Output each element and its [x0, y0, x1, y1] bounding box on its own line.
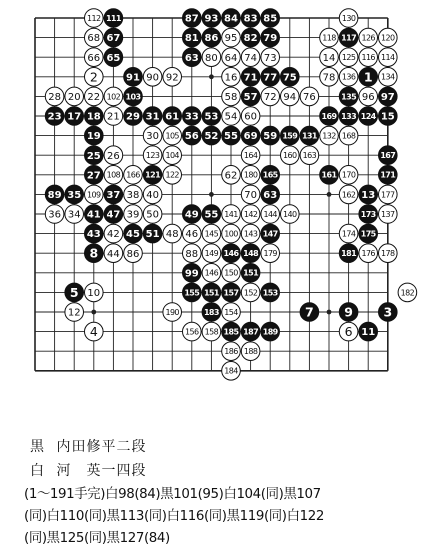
move-number: 185: [223, 327, 239, 337]
move-number: 71: [243, 72, 258, 84]
move-number: 150: [224, 268, 238, 278]
move-number: 20: [67, 92, 81, 103]
move-number: 188: [243, 347, 258, 357]
move-number: 165: [262, 170, 278, 180]
move-number: 46: [185, 229, 199, 241]
move-number: 114: [381, 53, 395, 63]
move-number: 85: [263, 13, 278, 25]
move-number: 144: [263, 209, 277, 219]
move-number: 118: [322, 33, 336, 43]
move-number: 154: [224, 307, 238, 317]
move-number: 160: [283, 151, 297, 161]
move-number: 175: [360, 229, 376, 239]
move-number: 112: [87, 13, 101, 23]
move-number: 133: [341, 111, 357, 121]
move-number: 81: [184, 33, 199, 45]
move-number: 40: [146, 190, 159, 201]
move-number: 69: [243, 131, 258, 143]
move-number: 95: [224, 33, 238, 45]
move-number: 28: [48, 92, 61, 103]
move-number: 53: [204, 111, 219, 123]
move-number: 140: [283, 209, 297, 219]
move-number: 14: [322, 52, 336, 64]
notes-line-3: (同)黒125(同)黒127(84): [24, 531, 170, 546]
move-number: 31: [145, 111, 160, 123]
move-number: 148: [243, 249, 259, 259]
move-number: 108: [106, 170, 121, 180]
game-notes: [24, 484, 428, 550]
move-number: 60: [244, 111, 257, 123]
move-number: 89: [47, 190, 62, 201]
move-number: 99: [184, 268, 199, 280]
move-number: 10: [87, 288, 101, 299]
move-number: 104: [165, 151, 179, 161]
move-number: 131: [301, 131, 317, 141]
move-number: 22: [87, 92, 101, 103]
move-number: 65: [106, 52, 121, 64]
move-number: 184: [224, 366, 238, 376]
move-number: 120: [381, 33, 395, 43]
black-label: 黒: [30, 439, 44, 455]
star-point: [209, 74, 214, 79]
move-number: 149: [204, 249, 219, 259]
star-point: [327, 192, 332, 197]
move-number: 125: [341, 53, 356, 63]
move-number: 143: [243, 229, 258, 239]
move-number: 94: [283, 92, 297, 103]
move-number: 21: [107, 111, 120, 123]
move-number: 134: [381, 72, 395, 82]
move-number: 55: [204, 209, 219, 221]
legend-white: [30, 460, 146, 480]
move-number: 137: [381, 209, 395, 219]
white-player-name: 河 英一四段: [56, 463, 147, 479]
move-number: 15: [380, 111, 395, 123]
move-number: 181: [341, 249, 357, 259]
move-number: 141: [224, 209, 238, 219]
move-number: 146: [204, 268, 219, 278]
move-number: 76: [303, 92, 316, 103]
move-number: 54: [224, 111, 238, 123]
move-number: 26: [107, 150, 120, 162]
move-number: 56: [184, 131, 199, 143]
move-number: 135: [341, 92, 357, 102]
move-number: 177: [381, 190, 395, 200]
move-number: 35: [67, 190, 82, 201]
move-number: 43: [86, 229, 101, 241]
move-number: 189: [262, 327, 278, 337]
move-number: 122: [165, 170, 179, 180]
move-number: 126: [361, 33, 375, 43]
move-number: 48: [165, 229, 179, 241]
notes-line-2: (同)白110(同)黒113(同)白116(同)黒119(同)白122: [24, 509, 324, 524]
move-number: 19: [86, 131, 101, 143]
move-number: 2: [89, 69, 98, 85]
move-number: 52: [204, 131, 219, 143]
move-number: 25: [86, 150, 101, 162]
move-number: 4: [89, 324, 98, 340]
move-number: 12: [67, 307, 81, 319]
move-number: 68: [87, 33, 101, 45]
move-number: 117: [341, 33, 357, 43]
move-number: 75: [282, 72, 297, 84]
move-number: 7: [305, 304, 314, 320]
move-number: 158: [204, 327, 219, 337]
move-number: 86: [126, 248, 140, 260]
move-number: 116: [361, 53, 375, 63]
move-number: 23: [47, 111, 62, 123]
move-number: 36: [48, 209, 61, 221]
move-number: 130: [341, 13, 356, 23]
move-number: 44: [107, 248, 120, 260]
move-number: 86: [204, 33, 219, 45]
move-number: 100: [224, 229, 238, 239]
move-number: 34: [67, 209, 81, 221]
move-number: 187: [243, 327, 259, 337]
move-number: 77: [263, 72, 278, 84]
move-number: 37: [106, 190, 121, 201]
move-number: 84: [224, 13, 238, 25]
move-number: 9: [344, 304, 353, 320]
move-number: 124: [360, 111, 376, 121]
move-number: 82: [243, 33, 258, 45]
move-number: 164: [243, 151, 258, 161]
move-number: 111: [105, 13, 121, 23]
move-number: 29: [126, 111, 140, 123]
white-label: 白: [30, 463, 44, 479]
move-number: 18: [86, 111, 101, 123]
move-number: 183: [203, 307, 219, 317]
move-number: 151: [203, 288, 219, 298]
move-number: 109: [87, 190, 101, 200]
move-number: 51: [145, 229, 160, 241]
move-number: 49: [184, 209, 199, 221]
move-number: 152: [243, 288, 258, 298]
move-number: 173: [360, 209, 376, 219]
move-number: 30: [146, 131, 159, 143]
star-point: [91, 310, 96, 315]
move-number: 146: [223, 249, 239, 259]
move-number: 182: [400, 288, 415, 298]
move-number: 5: [69, 284, 79, 300]
move-number: 70: [244, 190, 257, 201]
move-number: 74: [244, 52, 257, 64]
star-point: [209, 192, 214, 197]
move-number: 72: [263, 92, 277, 103]
move-number: 67: [106, 33, 121, 45]
move-number: 102: [106, 92, 121, 102]
move-number: 163: [302, 151, 317, 161]
move-number: 61: [165, 111, 180, 123]
move-number: 6: [344, 324, 353, 340]
move-number: 64: [224, 52, 238, 64]
move-number: 8: [89, 245, 99, 261]
move-number: 38: [126, 190, 140, 201]
move-number: 63: [184, 52, 199, 64]
move-number: 170: [341, 170, 356, 180]
legend-black: [30, 436, 146, 456]
move-number: 121: [145, 170, 161, 180]
move-number: 92: [165, 72, 179, 84]
move-number: 1: [363, 69, 373, 85]
move-number: 162: [341, 190, 356, 200]
move-number: 45: [126, 229, 140, 241]
notes-line-1: (1〜191手完)白98(84)黒101(95)白104(同)黒107: [24, 487, 321, 502]
star-point: [327, 310, 332, 315]
move-number: 17: [67, 111, 82, 123]
move-number: 39: [126, 209, 140, 221]
move-number: 33: [184, 111, 199, 123]
move-number: 161: [321, 170, 337, 180]
move-number: 179: [263, 249, 277, 259]
move-number: 123: [145, 151, 160, 161]
move-number: 66: [87, 52, 101, 64]
move-number: 3: [383, 304, 393, 320]
move-number: 41: [86, 209, 101, 221]
move-number: 50: [146, 209, 159, 221]
move-number: 153: [262, 288, 278, 298]
move-number: 156: [185, 327, 199, 337]
move-number: 136: [341, 72, 356, 82]
move-number: 190: [165, 307, 179, 317]
move-number: 11: [361, 327, 376, 339]
move-number: 58: [224, 92, 238, 103]
move-number: 155: [184, 288, 200, 298]
move-number: 105: [165, 131, 179, 141]
move-number: 157: [223, 288, 239, 298]
move-number: 55: [224, 131, 238, 143]
move-number: 176: [361, 249, 375, 259]
move-number: 88: [185, 248, 199, 260]
move-number: 178: [381, 249, 395, 259]
move-number: 93: [204, 13, 219, 25]
move-number: 167: [380, 151, 396, 161]
move-number: 73: [263, 52, 277, 64]
move-number: 145: [204, 229, 219, 239]
move-number: 96: [361, 92, 375, 103]
move-number: 147: [262, 229, 278, 239]
move-number: 168: [341, 131, 356, 141]
move-number: 83: [243, 13, 258, 25]
move-number: 78: [322, 72, 336, 84]
move-number: 142: [243, 209, 258, 219]
move-number: 16: [224, 72, 238, 84]
move-number: 27: [86, 170, 101, 182]
move-number: 62: [224, 170, 238, 182]
move-number: 80: [205, 52, 218, 64]
move-number: 57: [243, 92, 258, 103]
move-number: 91: [126, 72, 140, 84]
move-number: 63: [263, 190, 278, 201]
move-number: 166: [126, 170, 140, 180]
move-number: 42: [107, 229, 120, 241]
move-number: 186: [224, 347, 238, 357]
move-number: 13: [361, 190, 376, 201]
black-player-name: 内田修平二段: [56, 439, 147, 455]
move-number: 180: [243, 170, 258, 180]
move-number: 79: [263, 33, 278, 45]
move-number: 103: [125, 92, 141, 102]
move-number: 151: [243, 268, 259, 278]
move-number: 159: [282, 131, 298, 141]
move-number: 59: [263, 131, 278, 143]
move-number: 132: [322, 131, 336, 141]
move-number: 97: [380, 92, 395, 103]
move-number: 174: [341, 229, 356, 239]
move-number: 47: [106, 209, 121, 221]
move-number: 87: [184, 13, 199, 25]
move-number: 171: [380, 170, 396, 180]
move-number: 169: [321, 111, 337, 121]
move-number: 90: [146, 72, 159, 84]
